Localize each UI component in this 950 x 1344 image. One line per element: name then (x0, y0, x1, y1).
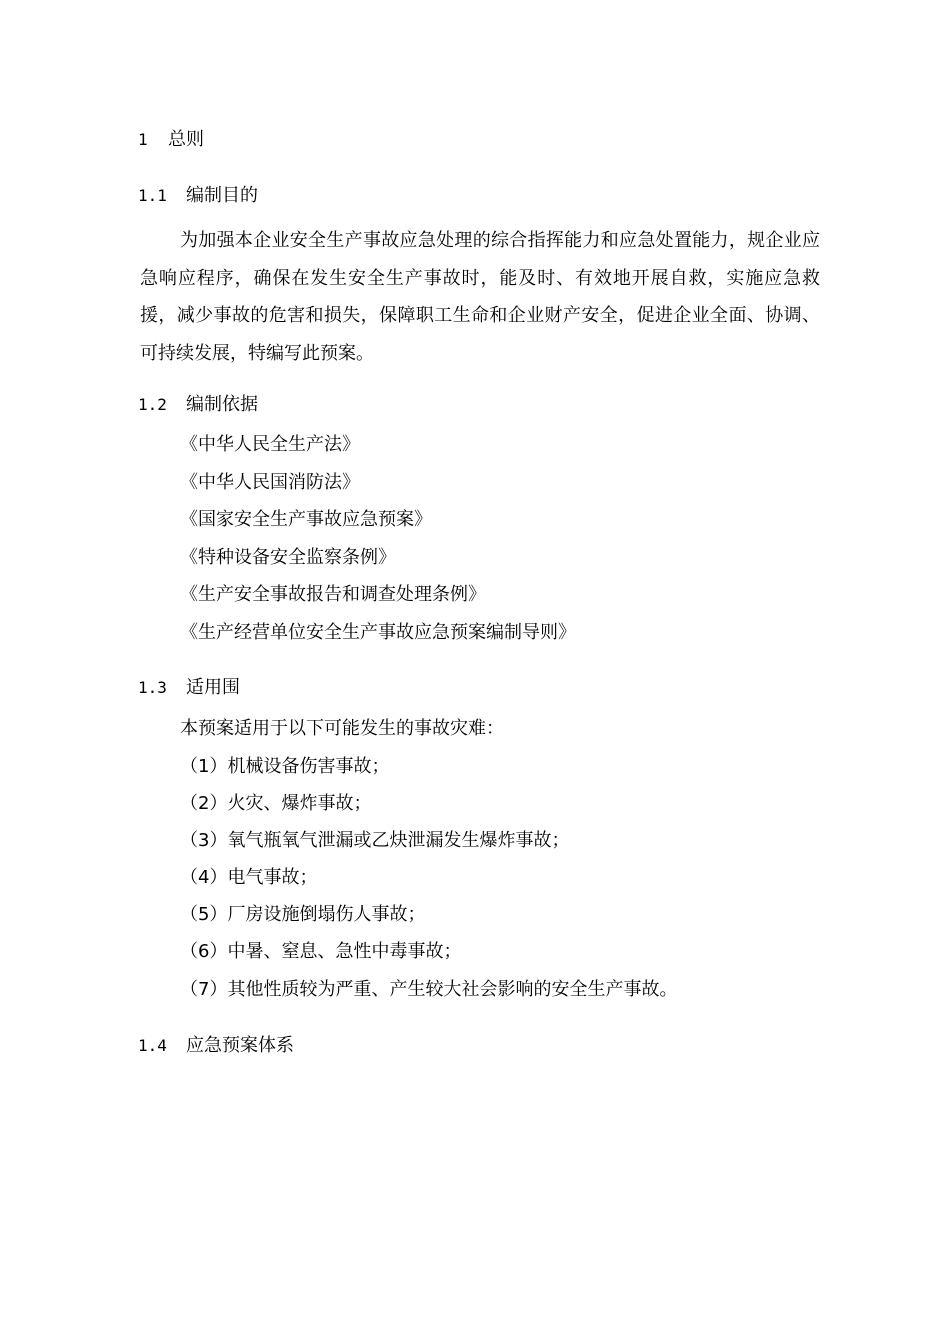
reference-item: 《中华人民国消防法》 (180, 472, 360, 493)
section-title: 应急预案体系 (186, 1035, 294, 1056)
scope-item: （7）其他性质较为严重、产生较大社会影响的安全生产事故。 (180, 979, 678, 1000)
section-number: 1.4 (138, 1036, 167, 1055)
section-1-4-heading (138, 1034, 294, 1058)
scope-item: （2）火灾、爆炸事故； (180, 793, 372, 814)
section-1-3-heading (138, 676, 240, 700)
reference-item: 《中华人民全生产法》 (180, 434, 360, 455)
section-1-1-heading (138, 184, 258, 208)
reference-item: 《生产经营单位安全生产事故应急预案编制导则》 (180, 622, 576, 643)
section-title: 编制依据 (186, 394, 258, 415)
scope-item: （4）电气事故； (180, 867, 318, 888)
reference-item: 《生产安全事故报告和调查处理条例》 (180, 584, 486, 605)
section-title: 适用围 (186, 677, 240, 698)
section-number: 1.1 (138, 186, 167, 205)
scope-item: （1）机械设备伤害事故； (180, 756, 390, 777)
scope-item: （5）厂房设施倒塌伤人事故； (180, 904, 426, 925)
purpose-paragraph: 为加强本企业安全生产事故应急处理的综合指挥能力和应急处置能力，规企业应急响应程序，确保在发生安全生产事故时，能及时、有效地开展自救，实施应急救援，减少事故的危害和损失，保障职工生命和企业财产安全，促进企业全面、协调、可持续发展，特编写此预案。 (140, 230, 820, 364)
section-title: 编制目的 (186, 185, 258, 206)
reference-item: 《特种设备安全监察条例》 (180, 547, 396, 568)
reference-item: 《国家安全生产事故应急预案》 (180, 509, 432, 530)
section-1-heading (138, 128, 204, 152)
scope-item: （6）中暑、窒息、急性中毒事故； (180, 941, 462, 962)
section-number: 1.3 (138, 678, 167, 697)
section-number: 1.2 (138, 395, 167, 414)
section-title: 总则 (168, 129, 204, 150)
scope-item: （3）氧气瓶氧气泄漏或乙炔泄漏发生爆炸事故； (180, 830, 570, 851)
scope-intro: 本预案适用于以下可能发生的事故灾难： (180, 718, 504, 739)
section-1-2-heading (138, 393, 258, 417)
section-number: 1 (138, 130, 148, 149)
